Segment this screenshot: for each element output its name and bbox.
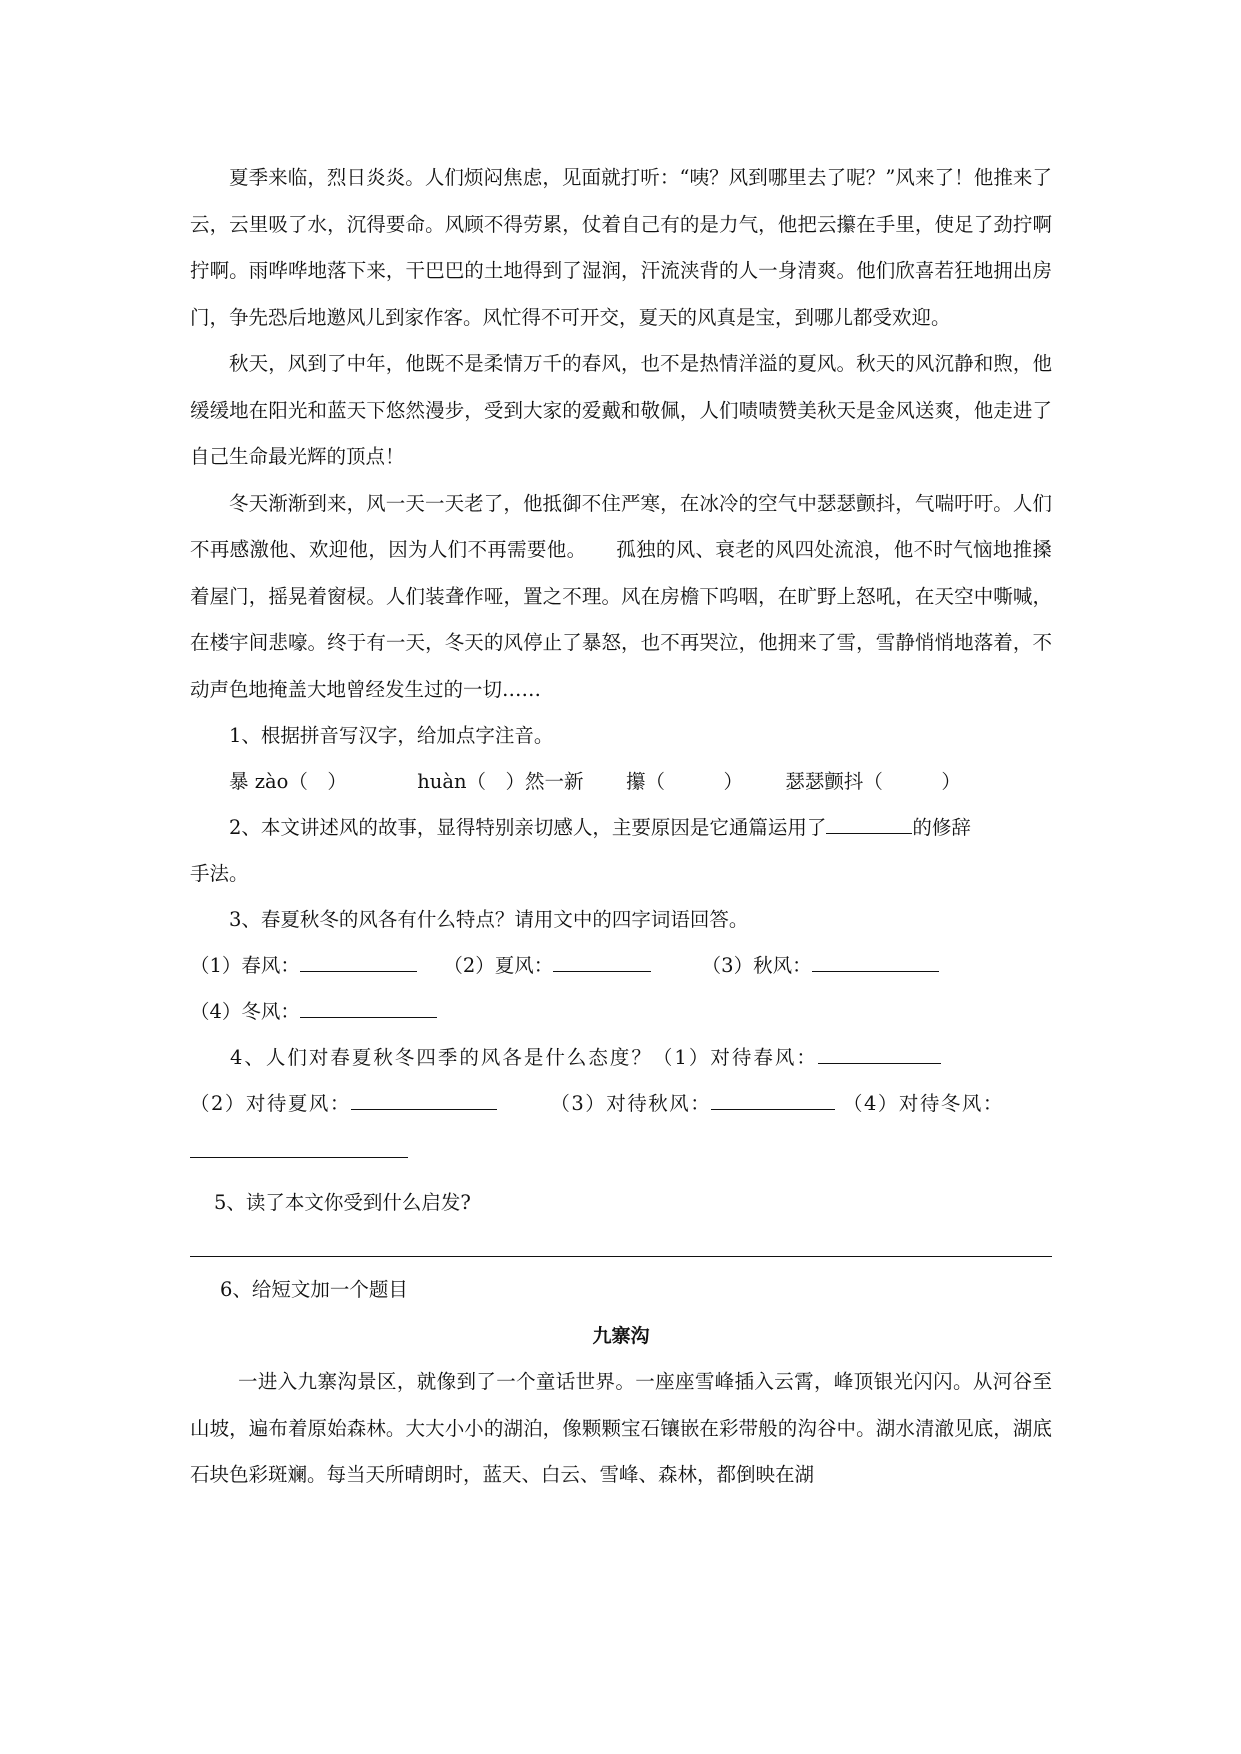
question-2 xyxy=(190,805,1052,851)
q4-label-winter: （4）对待冬风： xyxy=(842,1092,1004,1115)
q1-item-bao-zao: 暴 zào（ ） xyxy=(229,770,347,793)
question-1: 1、根据拼音写汉字，给加点字注音。 xyxy=(229,724,554,747)
question-3-row-1 xyxy=(190,943,1052,989)
passage-title: 九寨沟 xyxy=(592,1325,650,1347)
answer-blank-autumn-wind[interactable] xyxy=(812,951,939,972)
question-4-text: 4、人们对春夏秋冬四季的风各是什么态度？（1）对待春风： xyxy=(230,1046,818,1069)
answer-line-inspiration[interactable] xyxy=(190,1226,1052,1257)
question-3-row-2 xyxy=(190,989,1052,1035)
passage-jiuzhaigou: 一进入九寨沟景区，就像到了一个童话世界。一座座雪峰插入云霄，峰顶银光闪闪。从河谷至山坡，遍布着原始森林。大大小小的湖泊，像颗颗宝石镶嵌在彩带般的沟谷中。湖水清澈见底，湖底石块色彩斑斓。每当天所晴朗时，蓝天、白云、雪峰、森林，都倒映在湖 xyxy=(190,1370,1052,1486)
answer-blank-spring-wind[interactable] xyxy=(300,951,417,972)
q1-item-zuan: 攥（ ） xyxy=(625,770,743,793)
q3-label-winter: （4）冬风： xyxy=(190,1000,300,1023)
answer-blank-attitude-spring[interactable] xyxy=(818,1043,941,1064)
passage-paragraph-summer: 夏季来临，烈日炎炎。人们烦闷焦虑，见面就打听：“咦？风到哪里去了呢？”风来了！他推来了云，云里吸了水，沉得要命。风顾不得劳累，仗着自己有的是力气，他把云攥在手里，使足了劲拧啊拧啊。雨哗哗地落下来，干巴巴的土地得到了湿润，汗流浃背的人一身清爽。他们欣喜若狂地拥出房门，争先恐后地邀风儿到家作客。风忙得不可开交，夏天的风真是宝，到哪儿都受欢迎。 xyxy=(190,166,1052,329)
q3-label-spring: （1）春风： xyxy=(190,954,300,977)
answer-blank-attitude-autumn[interactable] xyxy=(711,1089,835,1110)
document-page xyxy=(190,155,1052,1499)
passage-paragraph-autumn: 秋天，风到了中年，他既不是柔情万千的春风，也不是热情洋溢的夏风。秋天的风沉静和煦，他缓缓地在阳光和蓝天下悠然漫步，受到大家的爱戴和敬佩，人们啧啧赞美秋天是金风送爽，他走进了自己生命最光辉的顶点！ xyxy=(190,352,1052,468)
q1-item-huan-ran: huàn（ ）然一新 xyxy=(417,770,584,793)
question-3: 3、春夏秋冬的风各有什么特点？请用文中的四字词语回答。 xyxy=(229,908,749,931)
question-2-cont: 手法。 xyxy=(190,862,249,885)
passage-paragraph-winter: 冬天渐渐到来，风一天一天老了，他抵御不住严寒，在冰冷的空气中瑟瑟颤抖，气喘吁吁。人们不再感激他、欢迎他，因为人们不再需要他。 孤独的风、衰老的风四处流浪，他不时气恼地推搡着屋门，摇晃着窗棂。人们装聋作哑，置之不理。风在房檐下呜咽，在旷野上怒吼，在天空中嘶喊，在楼宇间悲嚎。终于有一天，冬天的风停止了暴怒，也不再哭泣，他拥来了雪，雪静悄悄地落着，不动声色地掩盖大地曾经发生过的一切…… xyxy=(190,491,1052,701)
answer-blank-summer-wind[interactable] xyxy=(553,951,651,972)
question-5: 5、读了本文你受到什么启发? xyxy=(214,1191,471,1214)
answer-blank-attitude-summer[interactable] xyxy=(351,1089,497,1110)
question-4 xyxy=(190,1035,1052,1081)
question-1-items xyxy=(190,759,1052,805)
answer-blank-attitude-winter[interactable] xyxy=(190,1127,408,1158)
question-2-suffix: 的修辞 xyxy=(912,816,971,839)
q1-item-se-se: 瑟瑟颤抖（ ） xyxy=(785,770,961,793)
q3-label-summer: （2）夏风： xyxy=(443,954,554,977)
question-4-row-2 xyxy=(190,1081,1052,1127)
question-2-text: 2、本文讲述风的故事，显得特别亲切感人，主要原因是它通篇运用了 xyxy=(229,816,827,839)
question-6: 6、给短文加一个题目 xyxy=(220,1278,408,1301)
answer-blank-winter-wind[interactable] xyxy=(300,997,437,1018)
q4-label-autumn: （3）对待秋风： xyxy=(550,1092,712,1115)
q3-label-autumn: （3）秋风： xyxy=(701,954,812,977)
answer-blank-rhetoric[interactable] xyxy=(826,813,912,834)
q4-label-summer: （2）对待夏风： xyxy=(190,1092,351,1115)
